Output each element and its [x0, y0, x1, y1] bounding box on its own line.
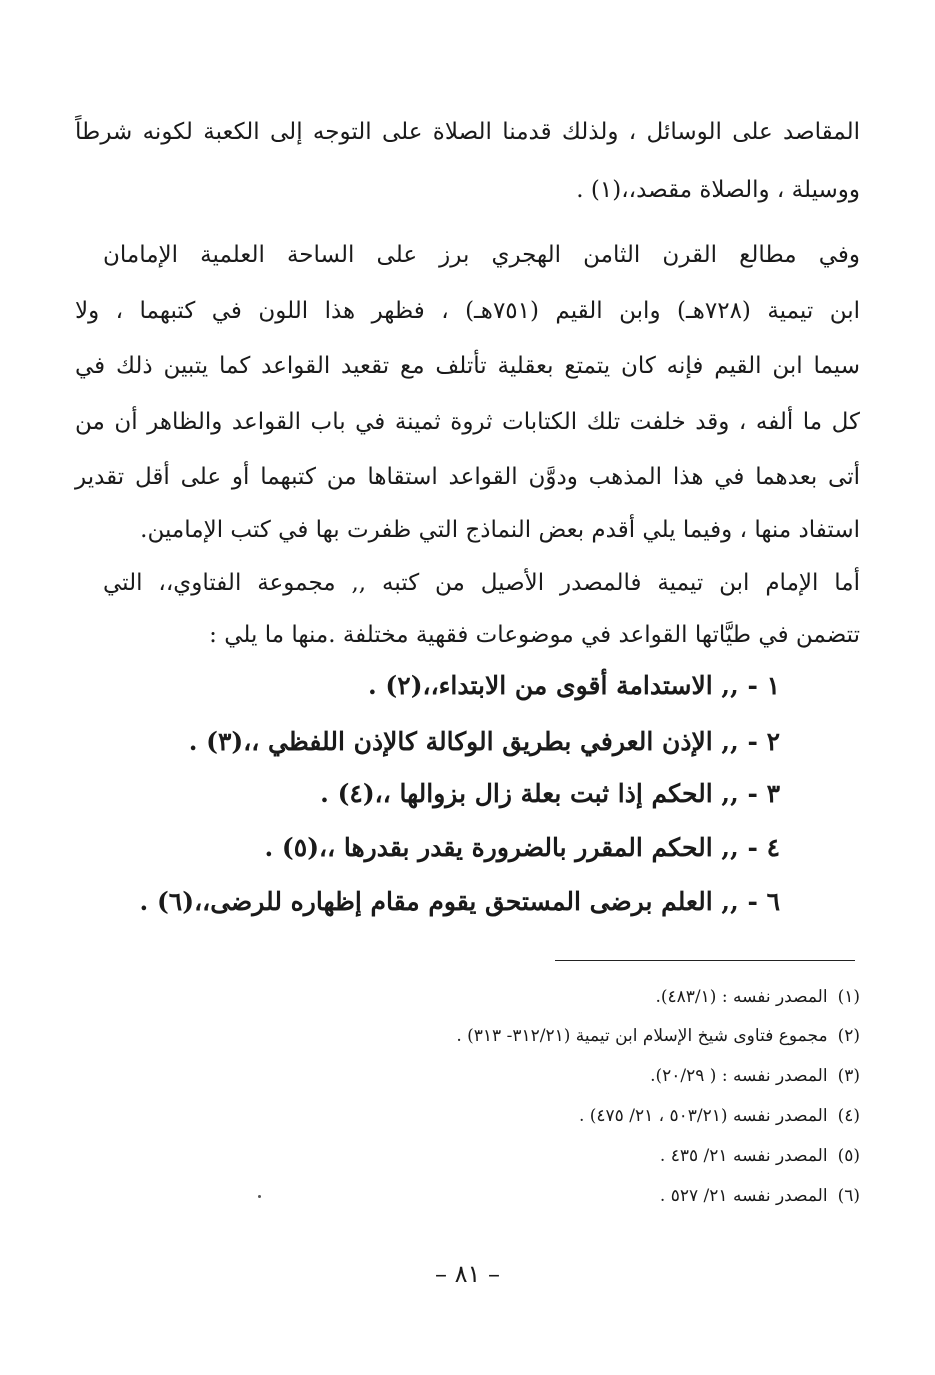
body-line-1: المقاصد على الوسائل ، ولذلك قدمنا الصلاة على التوجه إلى الكعبة لكونه شرطاً	[75, 119, 860, 145]
page-number: – ٨١ –	[434, 1260, 501, 1288]
rule-item-4: ٤ - ,, الحكم المقرر بالضرورة يقدر بقدرها ،،(٥) .	[264, 833, 780, 862]
body-line-10: تتضمن في طيَّاتها القواعد في موضوعات فقهية مختلفة .منها ما يلي :	[209, 622, 860, 648]
body-line-5: سيما ابن القيم فإنه كان يتمتع بعقلية تأتلف مع تقعيد القواعد كما يتبين ذلك في	[75, 353, 860, 379]
rule-item-3: ٣ - ,, الحكم إذا ثبت بعلة زال بزوالها ،،(٤) .	[320, 779, 780, 808]
footnote-number: (٣)	[837, 1066, 860, 1086]
footnote-3	[160, 1061, 860, 1091]
body-line-8: استفاد منها ، وفيما يلي أقدم بعض النماذج التي ظفرت بها في كتب الإمامين.	[140, 517, 860, 543]
rule-item-2: ٢ - ,, الإذن العرفي بطريق الوكالة كالإذن اللفظي ،،(٣) .	[188, 727, 780, 756]
scan-speck	[258, 1195, 261, 1198]
footnote-text: المصدر نفسه ٢١/ ٤٣٥ .	[659, 1146, 828, 1166]
footnote-separator	[555, 960, 855, 961]
body-line-3: وفي مطالع القرن الثامن الهجري برز على الساحة العلمية الإمامان	[103, 242, 860, 268]
footnote-text: المصدر نفسه ٢١/ ٥٢٧ .	[659, 1186, 828, 1206]
footnote-2	[160, 1021, 860, 1051]
footnote-5	[160, 1141, 860, 1171]
footnote-number: (٥)	[837, 1146, 860, 1166]
footnote-number: (٢)	[837, 1026, 860, 1046]
rule-item-5: ٦ - ,, العلم برضى المستحق يقوم مقام إظهاره للرضى،،(٦) .	[139, 887, 780, 916]
body-line-9: أما الإمام ابن تيمية فالمصدر الأصيل من كتبه ,, مجموعة الفتاوي،، التي	[103, 570, 860, 596]
footnote-4	[160, 1101, 860, 1131]
footnote-text: المصدر نفسه : ( ٢٠/٢٩).	[650, 1066, 828, 1086]
rule-item-1: ١ - ,, الاستدامة أقوى من الابتداء،،(٢) .	[368, 671, 780, 700]
footnote-6	[160, 1181, 860, 1211]
body-line-6: كل ما ألفه ، وقد خلفت تلك الكتابات ثروة ثمينة في باب القواعد والظاهر أن من	[75, 409, 860, 435]
body-line-4: ابن تيمية (٧٢٨هـ) وابن القيم (٧٥١هـ) ، فظهر هذا اللون في كتبهما ، ولا	[75, 298, 861, 324]
footnote-text: المصدر نفسه (٥٠٣/٢١ ، ٢١/ ٤٧٥) .	[578, 1106, 828, 1126]
body-line-2: ووسيلة ، والصلاة مقصد،،(١) .	[576, 177, 860, 203]
footnote-text: مجموع فتاوى شيخ الإسلام ابن تيمية (٣١٢/٢١- ٣١٣) .	[456, 1026, 828, 1046]
footnote-number: (٦)	[837, 1186, 860, 1206]
footnote-text: المصدر نفسه : (٤٨٣/١).	[655, 987, 828, 1007]
body-line-7: أتى بعدهما في هذا المذهب ودوَّن القواعد استقاها من كتبهما أو على أقل تقدير	[75, 464, 860, 490]
footnote-number: (١)	[837, 987, 860, 1007]
footnote-number: (٤)	[837, 1106, 860, 1126]
footnote-1	[160, 982, 860, 1012]
